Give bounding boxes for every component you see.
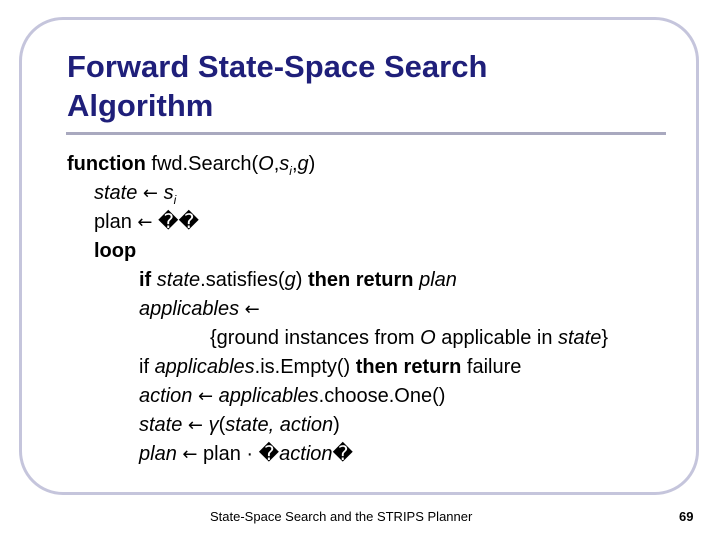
code-line-plan-init: plan ← ��: [94, 211, 200, 233]
code-line-applicables: applicables ←: [139, 298, 260, 320]
left-arrow-icon: ←: [244, 299, 260, 320]
title-line-2: Algorithm: [67, 88, 214, 123]
slide-title: [67, 47, 667, 125]
code-line-plan-update: plan ← plan · �action�: [139, 443, 354, 465]
slide-footer: State-Space Search and the STRIPS Planner: [210, 509, 473, 524]
page-number: 69: [679, 509, 694, 524]
code-line-state-init: state ← $s_i$: [94, 182, 177, 207]
code-line-goal-check: if state.satisfies(g) then return plan: [139, 269, 457, 291]
code-line-empty-check: if applicables.is.Empty() then return failure: [139, 356, 522, 378]
left-arrow-icon: ←: [142, 183, 159, 204]
algorithm-pseudocode: [67, 150, 687, 469]
title-divider: [66, 132, 666, 135]
title-line-1: Forward State-Space Search: [67, 49, 488, 84]
code-line-ground-instances: {ground instances from O applicable in state}: [210, 327, 609, 349]
code-line-loop: loop: [94, 240, 137, 262]
left-arrow-icon: ←: [182, 444, 198, 465]
code-line-state-update: state ← γ(state, action): [139, 414, 340, 436]
left-arrow-icon: ←: [137, 212, 153, 233]
left-arrow-icon: ←: [197, 386, 214, 407]
code-line-choose-action: action ← applicables.choose.One(): [139, 385, 446, 407]
code-line-function: function $fwd.Search(O,s_i,g)$: [67, 153, 316, 178]
left-arrow-icon: ←: [187, 415, 204, 436]
